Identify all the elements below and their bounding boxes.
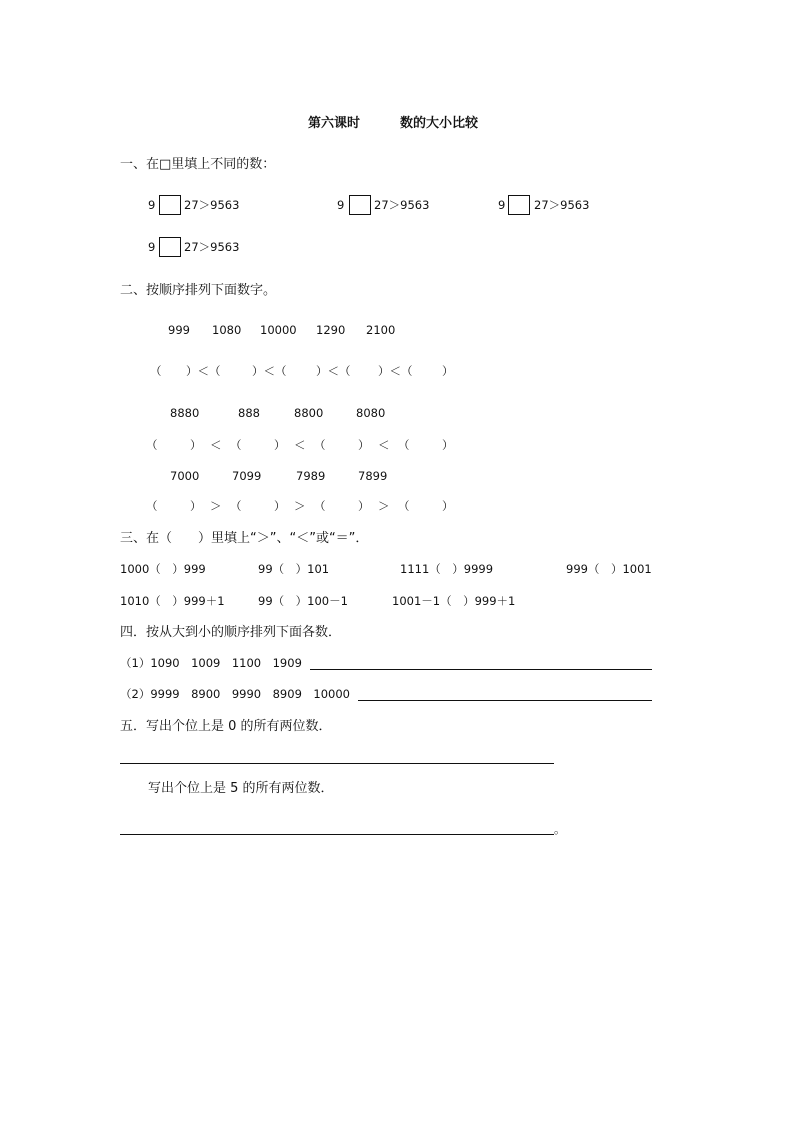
number-item: 8800 <box>294 406 324 420</box>
number-item: 7989 <box>296 469 326 483</box>
end-mark: 。 <box>554 822 566 836</box>
paren-open: （ <box>314 438 326 452</box>
item-prefix: 9 <box>498 198 506 212</box>
paren-open: （ <box>398 499 410 513</box>
section5-subheading: 写出个位上是 5 的所有两位数． <box>148 781 334 796</box>
answer-box[interactable] <box>349 195 371 215</box>
less-than-sign: ＜ <box>210 438 222 452</box>
paren-close: ） <box>358 438 370 452</box>
paren-open: （ <box>150 364 162 378</box>
paren-close: ） <box>442 438 454 452</box>
paren-close: ） <box>442 364 454 378</box>
paren-open: （ <box>146 438 158 452</box>
answer-box[interactable] <box>159 237 181 257</box>
greater-than-sign: ＞ <box>210 499 222 513</box>
greater-than-sign: ＞ <box>378 499 390 513</box>
section4-heading: 四．按从大到小的顺序排列下面各数． <box>120 625 342 640</box>
paren-open: （ <box>230 499 242 513</box>
number-item: 1290 <box>316 323 346 337</box>
compare-item: 1000（ ）999 <box>120 562 206 576</box>
page-title: 数的大小比较 <box>400 116 479 131</box>
answer-line[interactable] <box>120 834 554 835</box>
paren-close: ） <box>274 438 286 452</box>
paren-open: （ <box>146 499 158 513</box>
less-than-sign: ＜ <box>378 438 390 452</box>
answer-line[interactable] <box>358 700 652 701</box>
number-item: 7000 <box>170 469 200 483</box>
item-suffix: 27＞9563 <box>534 198 590 212</box>
item-suffix: 27＞9563 <box>184 198 240 212</box>
item-prefix: 9 <box>337 198 345 212</box>
paren-compare: ）＜（ <box>186 364 221 378</box>
answer-line[interactable] <box>310 669 652 670</box>
item-suffix: 27＞9563 <box>184 240 240 254</box>
sort-item-2: （2）9999 8900 9990 8909 10000 <box>120 687 350 701</box>
paren-compare: ）＜（ <box>316 364 351 378</box>
section5-heading: 五．写出个位上是 0 的所有两位数． <box>120 719 332 734</box>
section2-heading: 二、按顺序排列下面数字。 <box>120 283 277 298</box>
compare-item: 99（ ）101 <box>258 562 330 576</box>
paren-open: （ <box>398 438 410 452</box>
paren-close: ） <box>190 438 202 452</box>
compare-item: 1111（ ）9999 <box>400 562 494 576</box>
paren-close: ） <box>274 499 286 513</box>
number-item: 7899 <box>358 469 388 483</box>
sort-item-1: （1）1090 1009 1100 1909 <box>120 656 302 670</box>
lesson-title: 第六课时 <box>308 116 361 131</box>
number-item: 999 <box>168 323 190 337</box>
paren-compare: ）＜（ <box>252 364 287 378</box>
number-item: 8080 <box>356 406 386 420</box>
item-prefix: 9 <box>148 240 156 254</box>
section1-heading: 一、在□里填上不同的数： <box>120 157 276 172</box>
number-item: 2100 <box>366 323 396 337</box>
paren-compare: ）＜（ <box>378 364 413 378</box>
number-item: 7099 <box>232 469 262 483</box>
compare-item: 99（ ）100－1 <box>258 594 348 608</box>
paren-open: （ <box>230 438 242 452</box>
greater-than-sign: ＞ <box>294 499 306 513</box>
item-prefix: 9 <box>148 198 156 212</box>
number-item: 10000 <box>260 323 297 337</box>
paren-close: ） <box>442 499 454 513</box>
section3-heading: 三、在（ ）里填上“＞”、“＜”或“＝”． <box>120 531 369 546</box>
number-item: 8880 <box>170 406 200 420</box>
number-item: 888 <box>238 406 260 420</box>
paren-open: （ <box>314 499 326 513</box>
compare-item: 1001－1（ ）999＋1 <box>392 594 516 608</box>
less-than-sign: ＜ <box>294 438 306 452</box>
paren-close: ） <box>358 499 370 513</box>
answer-box[interactable] <box>508 195 530 215</box>
compare-item: 999（ ）1001 <box>566 562 652 576</box>
number-item: 1080 <box>212 323 242 337</box>
compare-item: 1010（ ）999＋1 <box>120 594 225 608</box>
paren-close: ） <box>190 499 202 513</box>
answer-box[interactable] <box>159 195 181 215</box>
item-suffix: 27＞9563 <box>374 198 430 212</box>
answer-line[interactable] <box>120 763 554 764</box>
